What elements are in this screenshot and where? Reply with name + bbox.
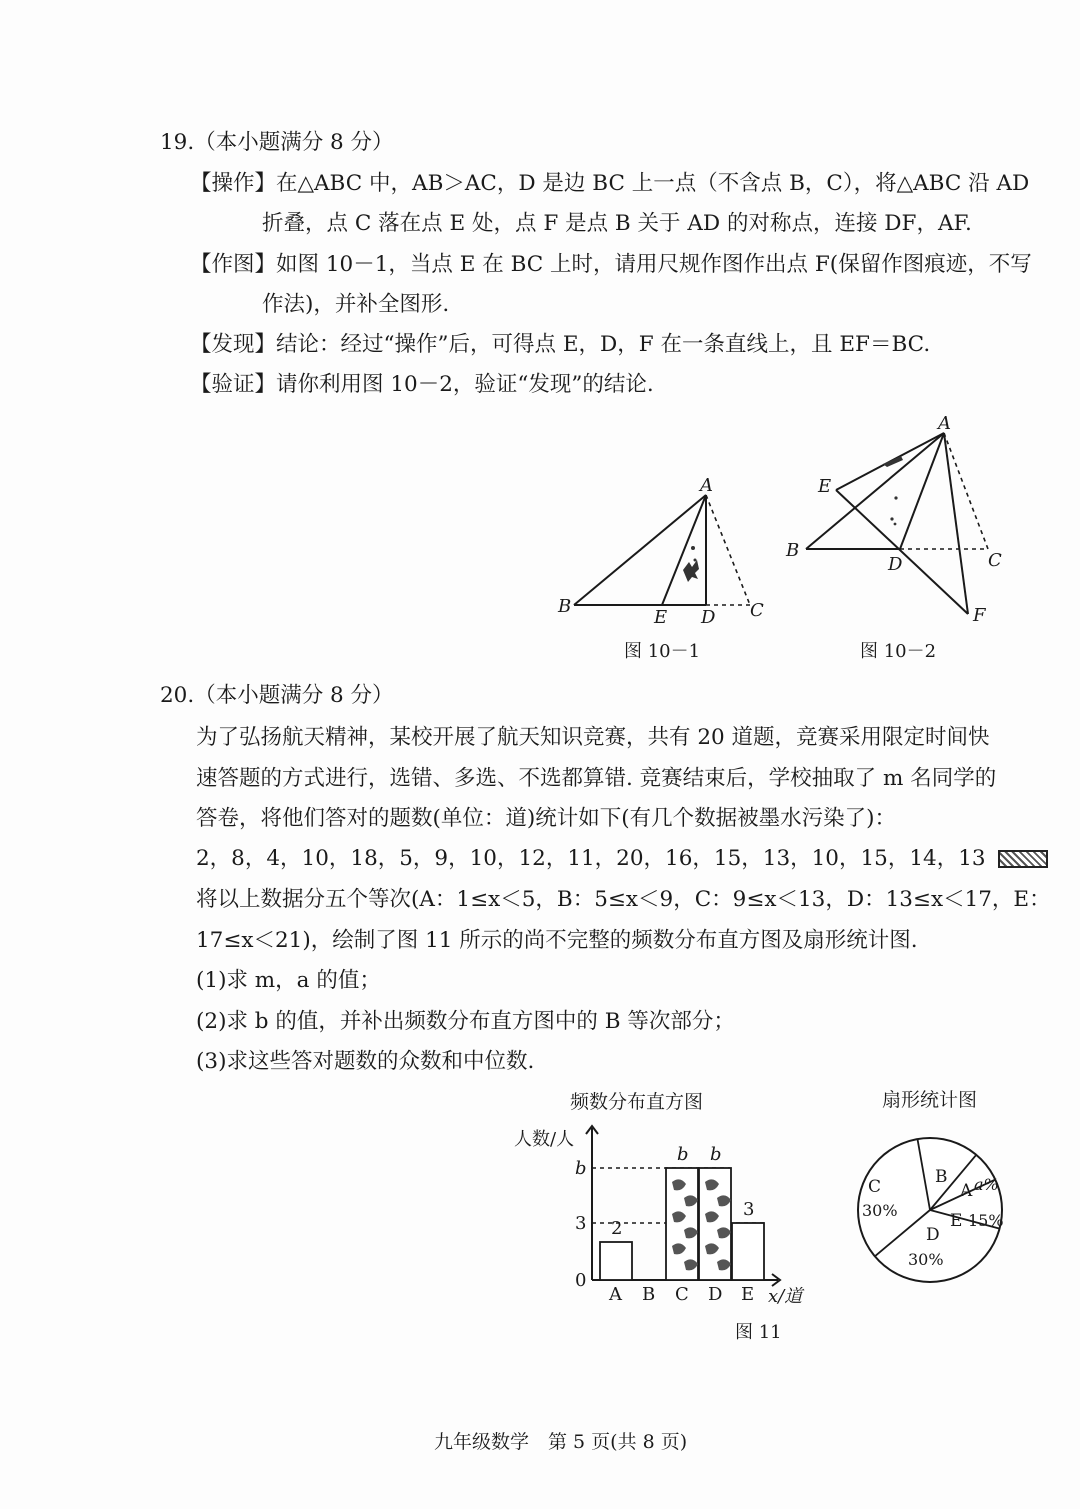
- q20-data-values: 2，8，4，10，18，5，9，10，12，11，20，16，15，13，10，15，14，13: [196, 846, 986, 871]
- page-footer: 九年级数学 第 5 页(共 8 页): [434, 1431, 688, 1453]
- fig1-label-D: D: [701, 607, 716, 628]
- pie-slice-label-E: E: [950, 1211, 963, 1231]
- q19-verify: 【验证】请你利用图 10－2，验证“发现”的结论.: [190, 372, 654, 397]
- q19-drawing-line2: 作法)，并补全图形.: [262, 292, 450, 317]
- q20-para-line3: 答卷，将他们答对的题数(单位：道)统计如下(有几个数据被墨水污染了)：: [196, 806, 897, 831]
- histogram-ylabel: 人数/人: [514, 1129, 575, 1150]
- q20-para-line4: 将以上数据分五个等次(A：1≤x＜5，B：5≤x＜9，C：9≤x＜13，D：13≤x＜17，E：: [196, 887, 1051, 912]
- pie-slice-label-D: D: [926, 1225, 940, 1245]
- y-tick-label-3: 3: [575, 1213, 587, 1234]
- fig10-1-caption: 图 10－1: [624, 641, 701, 662]
- q19-discovery: 【发现】结论：经过“操作”后，可得点 E，D，F 在一条直线上，且 EF＝BC.: [190, 332, 931, 357]
- q20-para-line1: 为了弘扬航天精神，某校开展了航天知识竞赛，共有 20 道题，竞赛采用限定时间快: [196, 725, 990, 750]
- pie-slice-label-C: C: [868, 1177, 882, 1197]
- y-tick-label-0: 0: [575, 1270, 587, 1291]
- q19-operation-line1: 【操作】在△ABC 中，AB＞AC，D 是边 BC 上一点（不含点 B，C），将△ABC 沿 AD: [190, 171, 1030, 196]
- pie-slice-label-B: B: [935, 1167, 948, 1187]
- fig2-label-A: A: [938, 413, 951, 434]
- fig10-2-caption: 图 10－2: [860, 641, 937, 662]
- x-tick-label-E: E: [741, 1284, 755, 1305]
- x-tick-label-C: C: [675, 1284, 689, 1305]
- fig1-label-A: A: [700, 475, 713, 496]
- q20-para-line5: 17≤x＜21)，绘制了图 11 所示的尚不完整的频数分布直方图及扇形统计图.: [196, 928, 918, 953]
- pie-slice-value-D: 30%: [908, 1250, 944, 1269]
- bar-C-label: b: [677, 1144, 689, 1165]
- pie-slice-value-A: a%: [974, 1175, 999, 1194]
- pie-title: 扇形统计图: [882, 1089, 978, 1111]
- q19-operation-line2: 折叠，点 C 落在点 E 处，点 F 是点 B 关于 AD 的对称点，连接 DF，AF.: [262, 211, 972, 236]
- pie-slice-label-A: A: [960, 1181, 973, 1201]
- bar-D-label: b: [710, 1144, 722, 1165]
- fig1-label-B: B: [558, 596, 572, 617]
- fig2-label-F: F: [973, 605, 986, 626]
- x-tick-label-A: A: [609, 1284, 622, 1305]
- fig2-label-B: B: [786, 540, 800, 561]
- fig2-label-E: E: [818, 476, 832, 497]
- x-tick-label-B: B: [642, 1284, 656, 1305]
- q20-subq1: (1)求 m，a 的值；: [196, 968, 381, 993]
- x-tick-label-D: D: [708, 1284, 723, 1305]
- figure-11-caption: 图 11: [735, 1322, 782, 1343]
- q19-header: 19.（本小题满分 8 分）: [160, 130, 394, 155]
- fig2-label-D: D: [888, 554, 903, 575]
- q20-para-line2: 速答题的方式进行，选错、多选、不选都算错. 竞赛结束后，学校抽取了 m 名同学的: [196, 766, 997, 791]
- y-tick-label-b: b: [575, 1158, 587, 1179]
- histogram-xlabel: x/道: [768, 1286, 803, 1307]
- bar-A-label: 2: [611, 1218, 623, 1239]
- bar-E-label: 3: [743, 1199, 755, 1220]
- q20-subq3: (3)求这些答对题数的众数和中位数.: [196, 1049, 535, 1074]
- fig1-label-C: C: [750, 600, 764, 621]
- q20-subq2: (2)求 b 的值，并补出频数分布直方图中的 B 等次部分；: [196, 1009, 735, 1034]
- q20-header: 20.（本小题满分 8 分）: [160, 683, 394, 708]
- histogram-title: 频数分布直方图: [570, 1091, 704, 1113]
- fig2-label-C: C: [988, 550, 1002, 571]
- pie-slice-value-E: 15%: [968, 1211, 1004, 1230]
- pie-slice-value-C: 30%: [862, 1201, 898, 1220]
- q19-drawing-line1: 【作图】如图 10－1，当点 E 在 BC 上时，请用尺规作图作出点 F(保留作图痕迹，不写: [190, 252, 1032, 277]
- fig1-label-E: E: [654, 607, 668, 628]
